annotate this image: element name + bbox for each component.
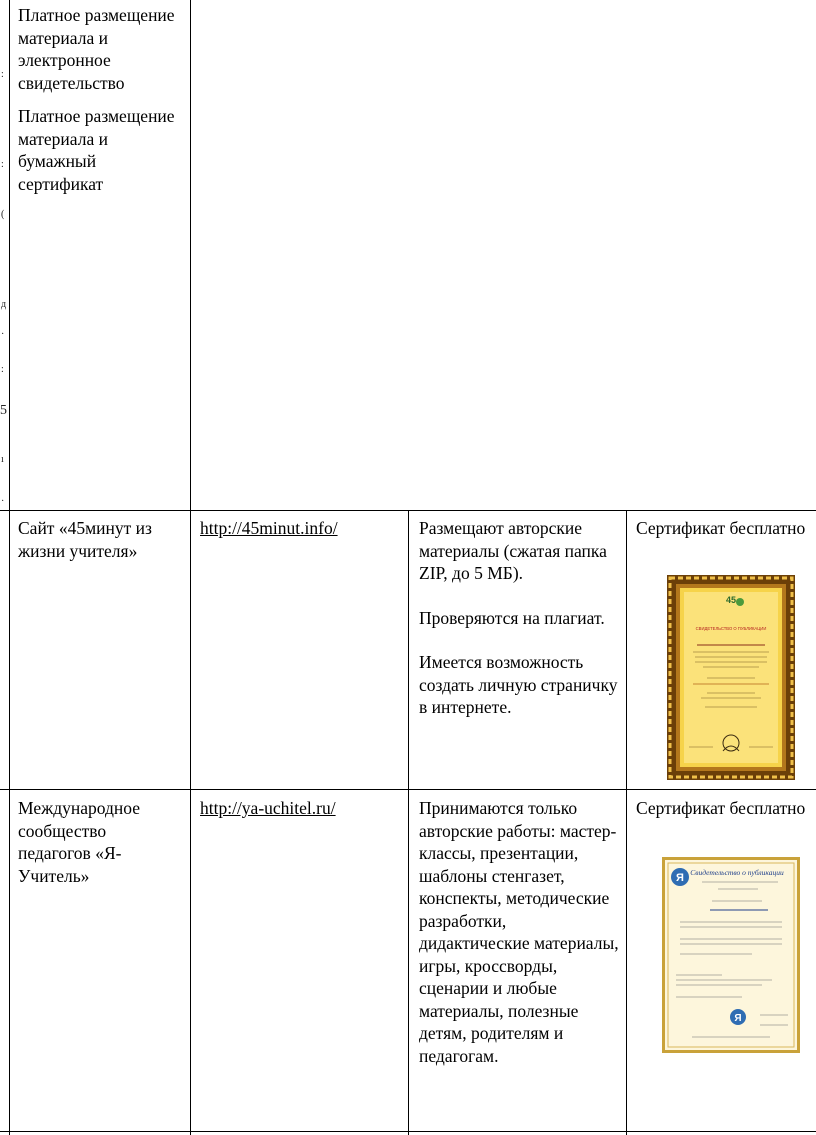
certificate-cell <box>636 517 806 540</box>
table-border-col1 <box>190 0 191 1135</box>
paid-electronic-option: Платное размещение материала и электронное свидетельство <box>18 5 175 93</box>
site-description-cell <box>419 517 619 719</box>
top-options-cell <box>18 4 178 195</box>
site-name: Сайт «45минут из жизни учителя» <box>18 518 152 561</box>
svg-text:Я: Я <box>676 872 684 884</box>
table-border-bottom <box>0 1131 816 1132</box>
stray-mark: ı <box>1 454 4 465</box>
table-row-divider-2 <box>0 789 816 790</box>
stray-mark: ( <box>1 209 5 220</box>
table-border-col3 <box>626 510 627 1135</box>
paid-paper-option: Платное размещение материала и бумажный сертификат <box>18 106 175 194</box>
site-url-cell <box>200 517 400 540</box>
stray-mark: · <box>1 329 5 340</box>
stray-mark: · <box>1 496 5 507</box>
site-description-cell <box>419 797 619 1067</box>
certificate-cell <box>636 797 806 820</box>
site-url-cell <box>200 797 400 820</box>
cert-title: СВИДЕТЕЛЬСТВО О ПУБЛИКАЦИИ <box>695 626 767 631</box>
table-row-divider-1 <box>0 510 816 511</box>
site-name: Международное сообщество педагогов «Я-Учитель» <box>18 798 140 886</box>
certificate-label: Сертификат бесплатно <box>636 518 806 538</box>
certificate-image-ya-uchitel <box>662 857 800 1053</box>
description-paragraph: Проверяются на плагиат. <box>419 607 605 628</box>
stray-mark: : <box>1 159 4 170</box>
site-name-cell <box>18 517 183 562</box>
description-paragraph: Размещают авторские материалы (сжатая папка ZIP, до 5 МБ). <box>419 518 607 583</box>
svg-text:45: 45 <box>725 595 737 605</box>
stray-mark: : <box>1 69 4 80</box>
svg-text:Я: Я <box>734 1013 742 1024</box>
site-name-cell <box>18 797 178 887</box>
stray-mark: д <box>1 299 7 310</box>
stray-mark: : <box>1 364 4 375</box>
cert-title: Свидетельство о публикации <box>690 868 784 877</box>
table-border-col2 <box>408 510 409 1135</box>
site-link[interactable]: http://ya-uchitel.ru/ <box>200 798 336 818</box>
table-border-left <box>9 0 10 1135</box>
description-paragraph: Принимаются только авторские работы: мастер-классы, презентации, шаблоны стенгазет, конспекты, методические разработки, дидактические материалы, игры, кроссворды, сценарии и любые материалы, полезные детям, родителям и педагогам. <box>419 798 619 1066</box>
description-paragraph: Имеется возможность создать личную страничку в интернете. <box>419 652 618 717</box>
site-link[interactable]: http://45minut.info/ <box>200 518 338 538</box>
certificate-image-45minut <box>667 575 795 780</box>
stray-mark: 5 <box>0 403 7 418</box>
certificate-label: Сертификат бесплатно <box>636 798 806 818</box>
